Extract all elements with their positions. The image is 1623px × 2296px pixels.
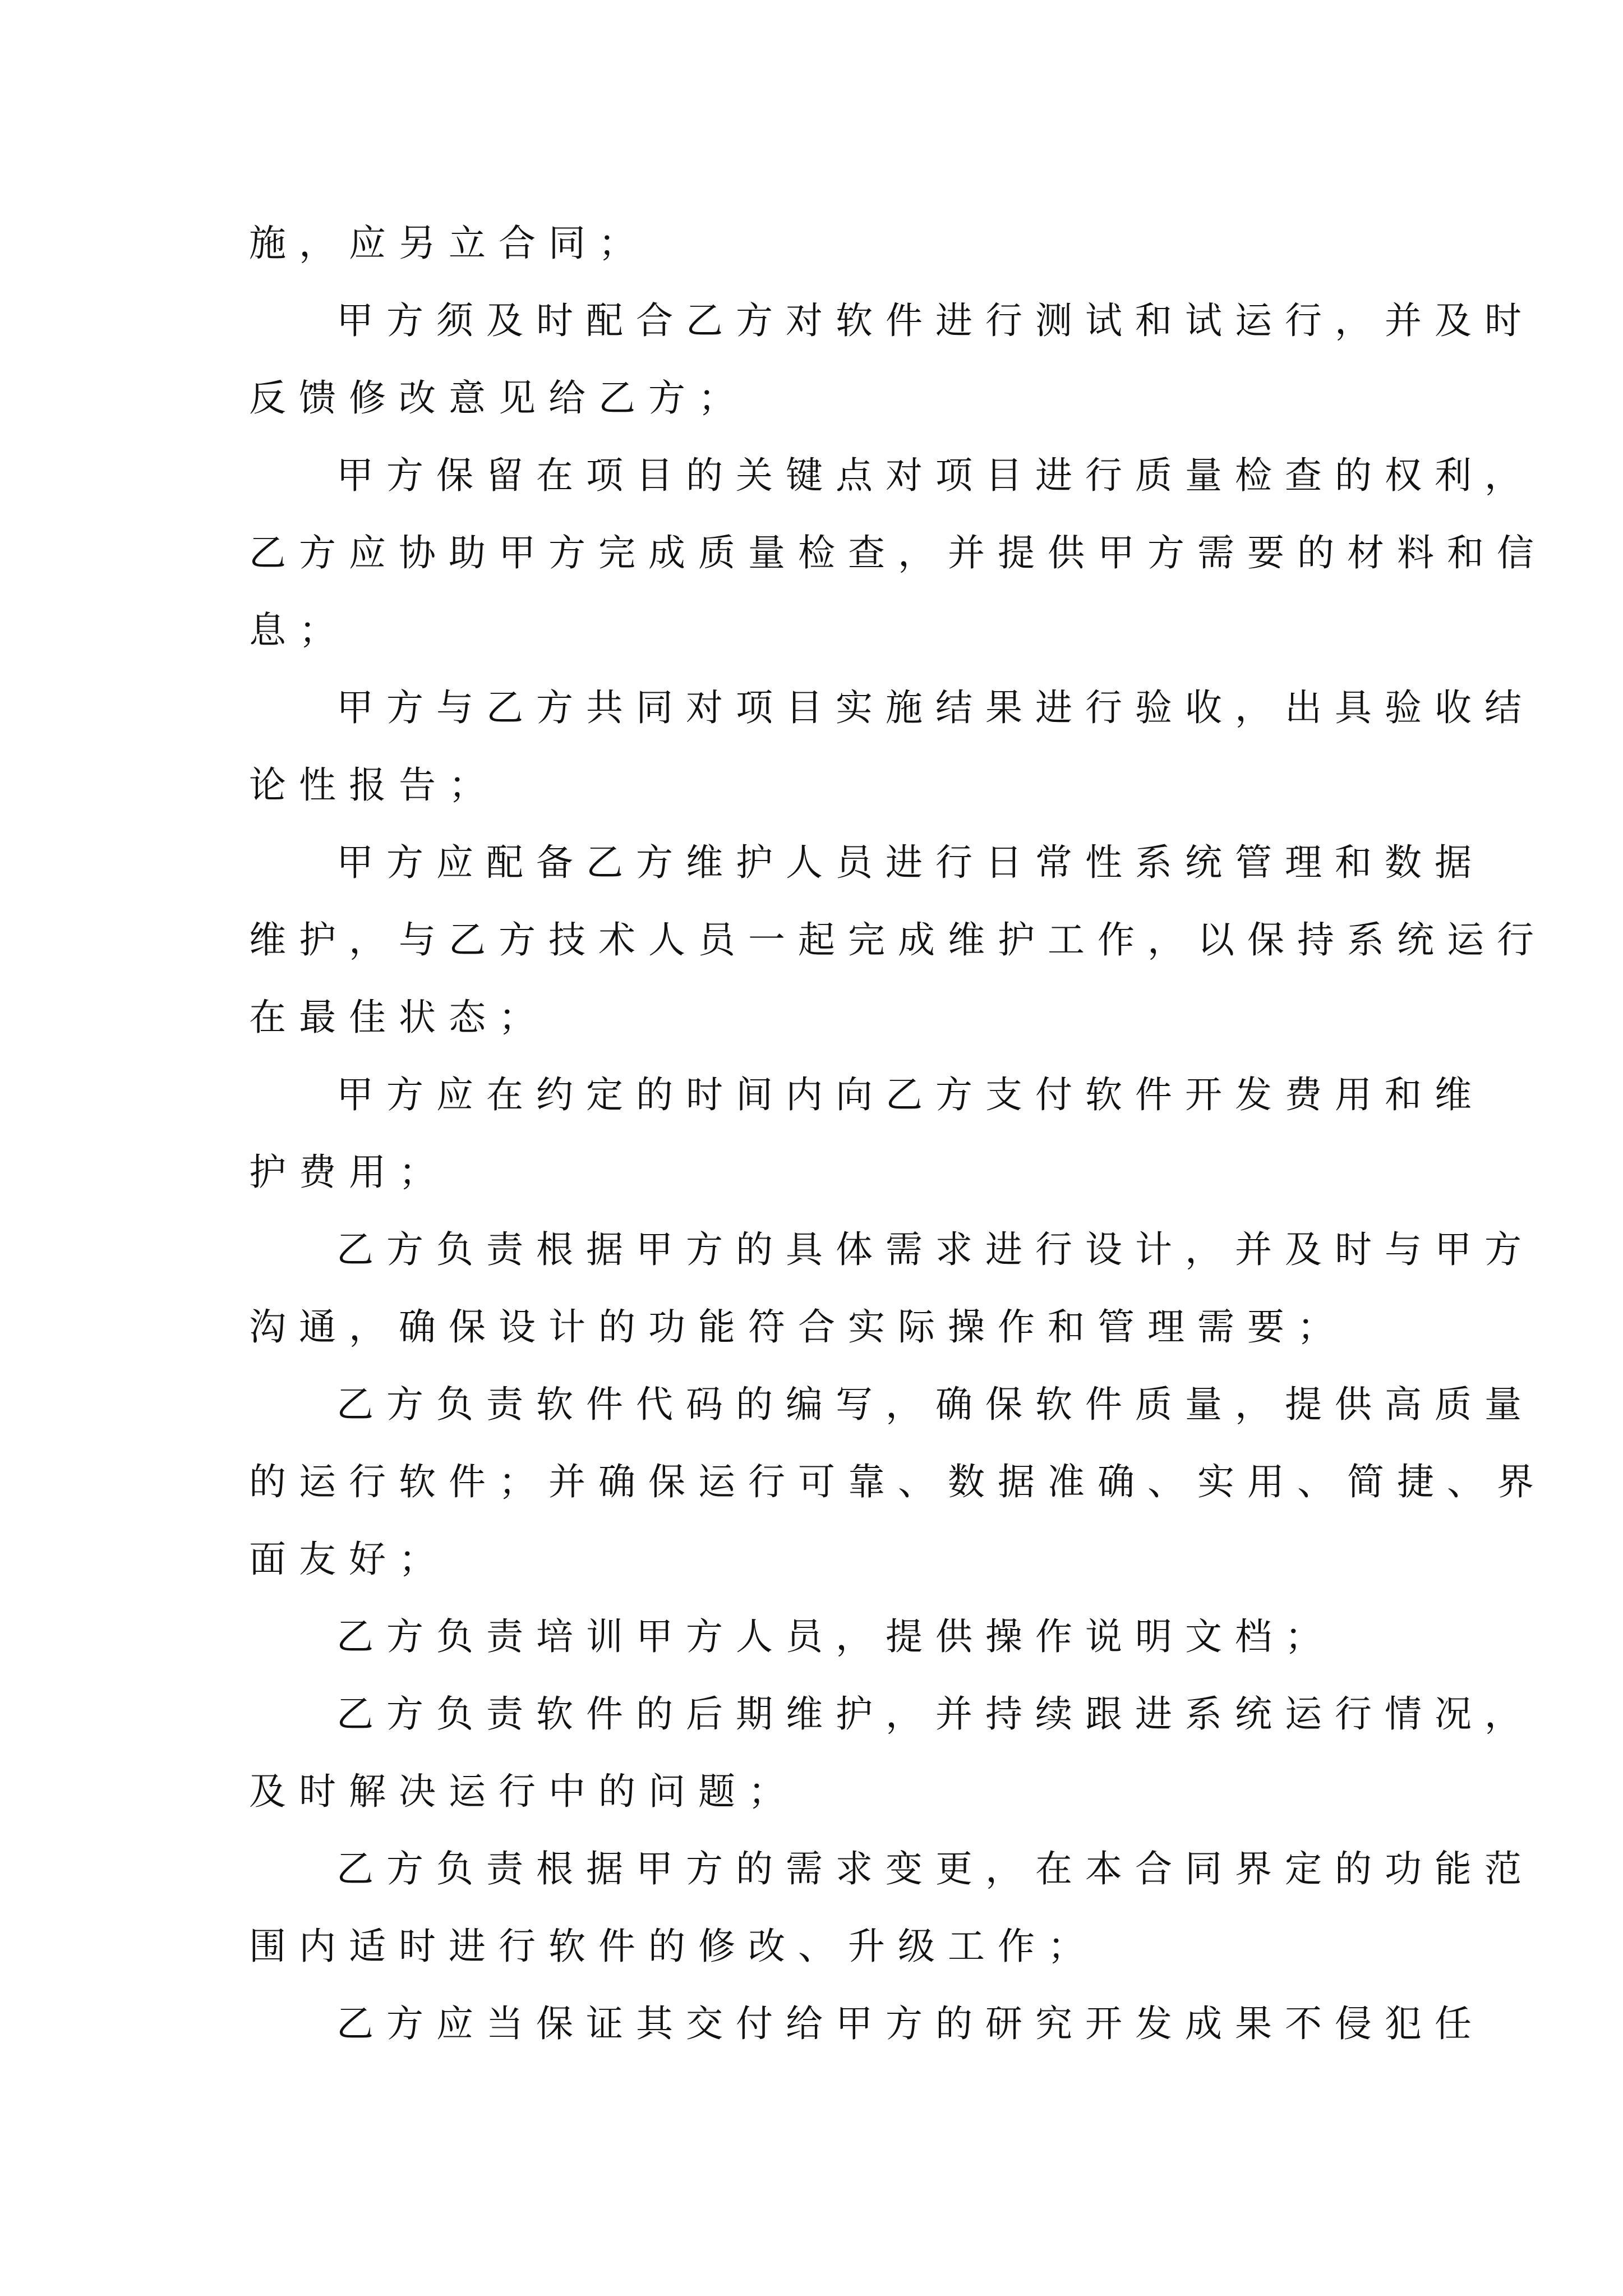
text-line: 乙方负责根据甲方的具体需求进行设计，并及时与甲方: [336, 1228, 1534, 1271]
text-line: 乙方负责软件的后期维护，并持续跟进系统运行情况，: [336, 1692, 1534, 1736]
text-line: 甲方应在约定的时间内向乙方支付软件开发费用和维: [336, 1073, 1484, 1116]
text-line: 甲方保留在项目的关键点对项目进行质量检查的权利，: [336, 454, 1534, 497]
text-line: 及时解决运行中的问题；: [249, 1770, 798, 1813]
text-line: 乙方负责培训甲方人员，提供操作说明文档；: [336, 1615, 1335, 1658]
text-line: 的运行软件；并确保运行可靠、数据准确、实用、简捷、界: [249, 1460, 1547, 1503]
text-line: 维护，与乙方技术人员一起完成维护工作，以保持系统运行: [249, 918, 1547, 961]
text-line: 在最佳状态；: [249, 996, 548, 1039]
text-line: 施，应另立合同；: [249, 222, 648, 265]
text-line: 护费用；: [249, 1151, 449, 1194]
text-line: 论性报告；: [249, 763, 499, 807]
text-line: 甲方与乙方共同对项目实施结果进行验收，出具验收结: [336, 686, 1534, 729]
text-line: 乙方负责根据甲方的需求变更，在本合同界定的功能范: [336, 1847, 1534, 1890]
text-line: 甲方须及时配合乙方对软件进行测试和试运行，并及时: [336, 299, 1534, 342]
text-line: 乙方负责软件代码的编写，确保软件质量，提供高质量: [336, 1383, 1534, 1426]
text-line: 围内适时进行软件的修改、升级工作；: [249, 1925, 1098, 1968]
text-line: 反馈修改意见给乙方；: [249, 376, 748, 420]
text-line: 息；: [249, 609, 349, 652]
text-line: 沟通，确保设计的功能符合实际操作和管理需要；: [249, 1305, 1347, 1349]
text-line: 乙方应当保证其交付给甲方的研究开发成果不侵犯任: [336, 2002, 1484, 2045]
document-body: [249, 205, 1547, 2063]
text-line: 面友好；: [249, 1538, 449, 1581]
text-line: 甲方应配备乙方维护人员进行日常性系统管理和数据: [336, 841, 1484, 884]
text-line: 乙方应协助甲方完成质量检查，并提供甲方需要的材料和信: [249, 531, 1547, 574]
